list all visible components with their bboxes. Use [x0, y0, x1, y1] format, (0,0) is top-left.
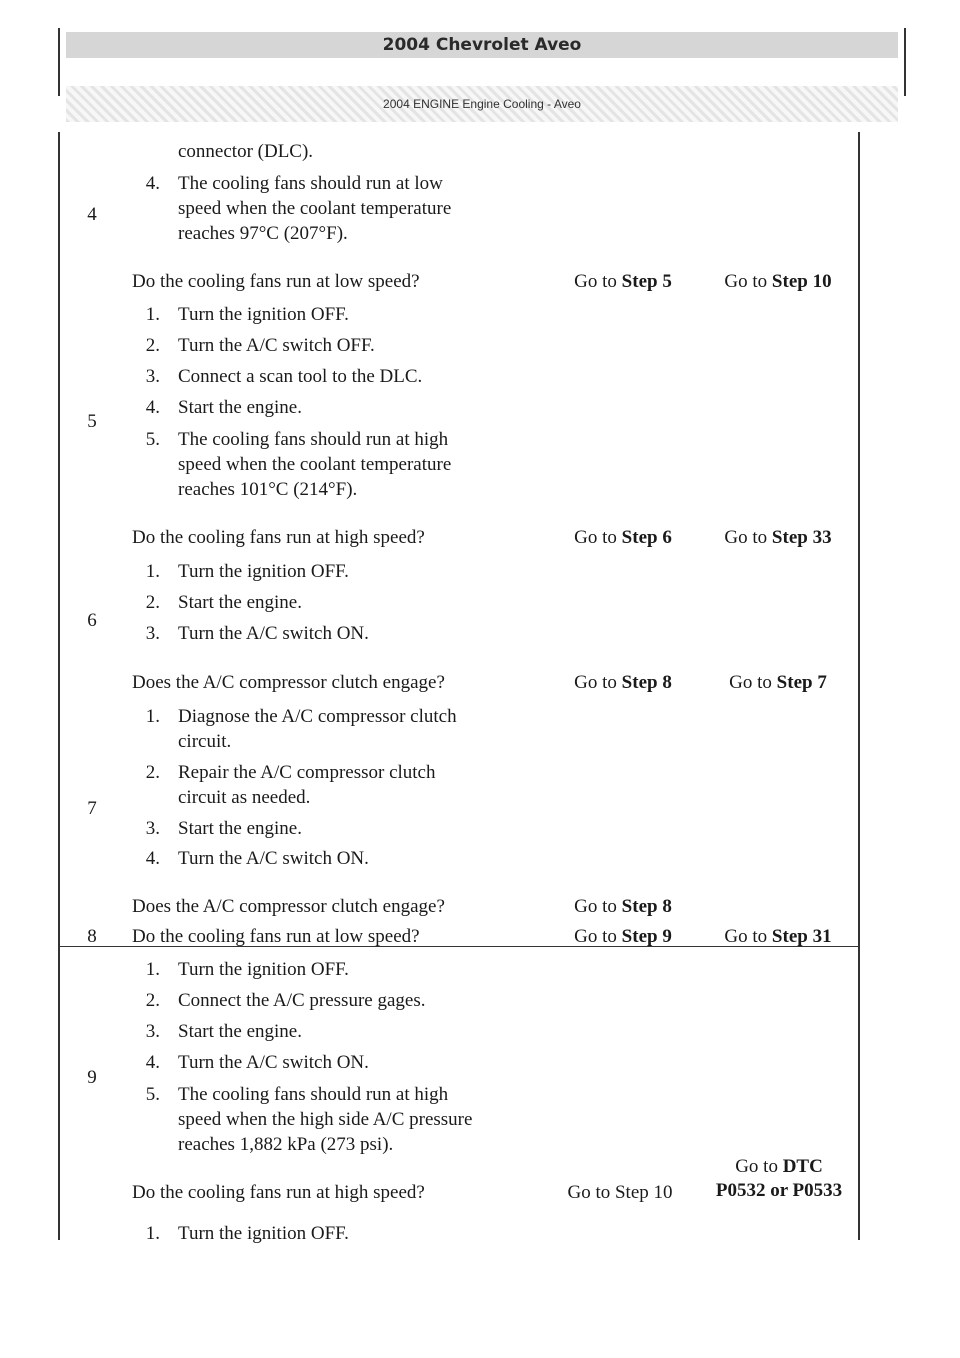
action-text: connector (DLC). [178, 141, 314, 162]
action-text: Start the engine. [178, 1021, 302, 1042]
step-number: 5 [87, 411, 97, 432]
step-number: 8 [87, 926, 97, 947]
action-text: Start the engine. [178, 818, 302, 839]
action-number: 4. [145, 173, 160, 194]
step-number: 6 [87, 610, 97, 631]
action-number: 4. [145, 397, 160, 418]
action-number: 1. [145, 706, 160, 727]
action-number: 2. [145, 592, 160, 613]
step-number: 9 [87, 1067, 97, 1088]
action-number: 3. [145, 623, 160, 644]
action-text: circuit. [178, 731, 232, 752]
no-action[interactable]: Go to Step 7 [729, 672, 827, 693]
no-action[interactable]: Go to Step 10 [724, 271, 832, 292]
action-text: Turn the A/C switch ON. [178, 1052, 369, 1073]
yes-action[interactable]: Go to Step 8 [574, 672, 672, 693]
yes-action[interactable]: Go to Step 5 [574, 271, 672, 292]
action-number: 2. [145, 762, 160, 783]
action-text: Turn the A/C switch OFF. [178, 335, 375, 356]
action-text: reaches 97°C (207°F). [178, 223, 348, 244]
action-number: 3. [145, 818, 160, 839]
no-action[interactable]: Go to DTC P0532 or P0533 [715, 1156, 843, 1201]
page-header [58, 28, 906, 111]
action-number: 1. [145, 561, 160, 582]
action-number: 2. [145, 990, 160, 1011]
action-text: Diagnose the A/C compressor clutch [178, 706, 457, 727]
question-text: Does the A/C compressor clutch engage? [132, 672, 445, 693]
action-number: 1. [145, 1223, 160, 1244]
action-text: The cooling fans should run at low [178, 173, 443, 194]
action-text: Connect a scan tool to the DLC. [178, 366, 423, 387]
action-text: Turn the ignition OFF. [178, 304, 349, 325]
action-text: circuit as needed. [178, 787, 311, 808]
action-number: 4. [145, 1052, 160, 1073]
action-text: reaches 101°C (214°F). [178, 479, 358, 500]
action-text: Turn the ignition OFF. [178, 959, 349, 980]
action-number: 2. [145, 335, 160, 356]
action-text: speed when the high side A/C pressure [178, 1109, 473, 1130]
action-text: Turn the ignition OFF. [178, 1223, 349, 1244]
action-text: Turn the A/C switch ON. [178, 623, 369, 644]
action-text: reaches 1,882 kPa (273 psi). [178, 1134, 394, 1155]
action-text: Turn the ignition OFF. [178, 561, 349, 582]
document-subtitle: 2004 ENGINE Engine Cooling - Aveo [66, 86, 898, 122]
yes-action[interactable]: Go to Step 9 [574, 926, 672, 947]
action-text: Connect the A/C pressure gages. [178, 990, 426, 1011]
action-number: 3. [145, 366, 160, 387]
no-action[interactable]: Go to Step 33 [724, 527, 832, 548]
action-text: speed when the coolant temperature [178, 198, 452, 219]
no-action[interactable]: Go to Step 31 [724, 926, 832, 947]
question-text: Do the cooling fans run at high speed? [132, 1182, 425, 1203]
step-number: 7 [87, 798, 97, 819]
action-text: The cooling fans should run at high [178, 1084, 449, 1105]
yes-action[interactable]: Go to Step 6 [574, 527, 672, 548]
action-number: 1. [145, 304, 160, 325]
action-text: The cooling fans should run at high [178, 429, 449, 450]
action-text: Repair the A/C compressor clutch [178, 762, 436, 783]
question-text: Do the cooling fans run at low speed? [132, 926, 420, 947]
action-number: 1. [145, 959, 160, 980]
yes-action[interactable]: Go to Step 10 [567, 1182, 673, 1203]
action-text: Start the engine. [178, 592, 302, 613]
action-number: 5. [145, 1084, 160, 1105]
action-text: Start the engine. [178, 397, 302, 418]
yes-action[interactable]: Go to Step 8 [574, 896, 672, 917]
action-number: 3. [145, 1021, 160, 1042]
action-text: Turn the A/C switch ON. [178, 848, 369, 869]
action-number: 5. [145, 429, 160, 450]
action-number: 4. [145, 848, 160, 869]
step-number: 4 [87, 204, 97, 225]
action-text: speed when the coolant temperature [178, 454, 452, 475]
question-text: Do the cooling fans run at high speed? [132, 527, 425, 548]
question-text: Does the A/C compressor clutch engage? [132, 896, 445, 917]
question-text: Do the cooling fans run at low speed? [132, 271, 420, 292]
document-title: 2004 Chevrolet Aveo [66, 32, 898, 58]
